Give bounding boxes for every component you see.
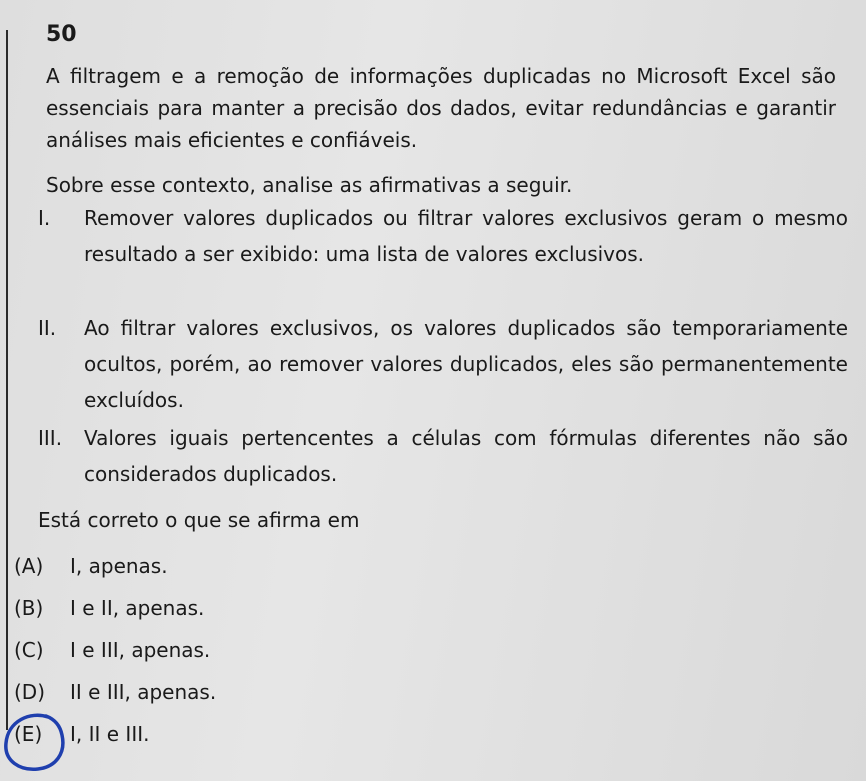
option-a[interactable] [14, 545, 614, 587]
statement-roman: II. [38, 316, 57, 340]
option-letter: (D) [14, 680, 46, 704]
statement-roman: III. [38, 426, 63, 450]
option-text: I e III, apenas. [70, 638, 211, 662]
option-letter: (E) [14, 722, 43, 746]
option-b[interactable] [14, 587, 614, 629]
option-d[interactable] [14, 671, 614, 713]
option-c[interactable] [14, 629, 614, 671]
margin-rule [6, 30, 8, 730]
statement-i [38, 200, 848, 272]
question-number: 50 [46, 22, 77, 47]
answer-options [14, 545, 614, 755]
statement-text: Valores iguais pertencentes a células com fórmulas diferentes não são considerados duplicados. [84, 426, 848, 486]
options-lead: Está correto o que se afirma em [38, 508, 360, 532]
statement-text: Ao filtrar valores exclusivos, os valores duplicados são temporariamente ocultos, porém, ao remover valores duplicados, eles são permanentemente excluídos. [84, 316, 848, 412]
option-text: I, apenas. [70, 554, 168, 578]
option-text: I, II e III. [70, 722, 150, 746]
option-e[interactable] [14, 713, 614, 755]
statement-roman: I. [38, 206, 51, 230]
option-text: I e II, apenas. [70, 596, 205, 620]
option-letter: (A) [14, 554, 44, 578]
option-text: II e III, apenas. [70, 680, 217, 704]
question-stem: A filtragem e a remoção de informações duplicadas no Microsoft Excel são essenciais para manter a precisão dos dados, evitar redundâncias e garantir análises mais eficientes e confiáveis. [46, 64, 836, 152]
statement-text: Remover valores duplicados ou filtrar valores exclusivos geram o mesmo resultado a ser exibido: uma lista de valores exclusivos. [84, 206, 848, 266]
statement-ii [38, 310, 848, 418]
statement-iii [38, 420, 848, 492]
option-letter: (B) [14, 596, 44, 620]
option-letter: (C) [14, 638, 44, 662]
question-prompt: Sobre esse contexto, analise as afirmativas a seguir. [46, 173, 573, 197]
